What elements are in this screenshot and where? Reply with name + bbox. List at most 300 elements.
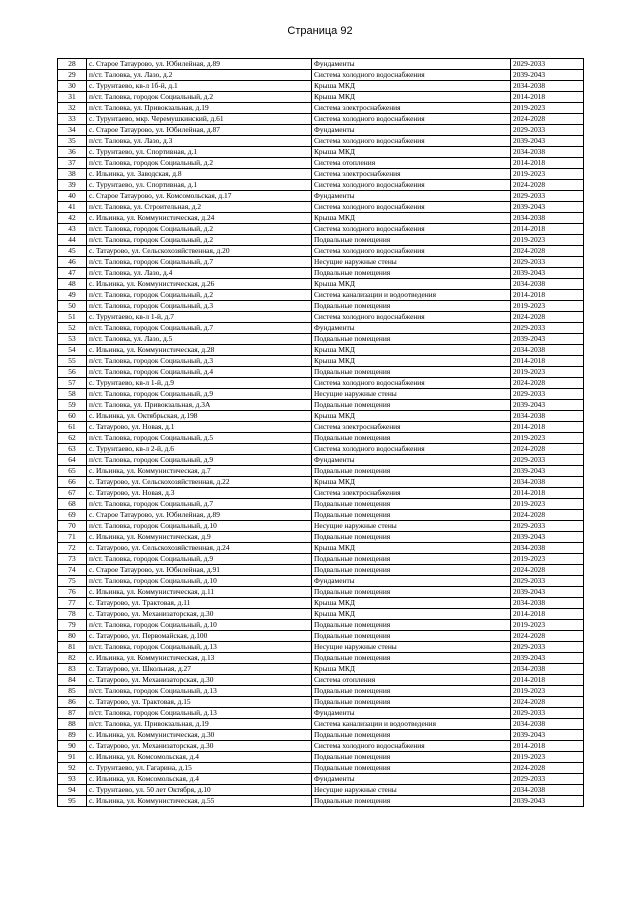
address-cell: п/ст. Таловка, городок Социальный, д.9 xyxy=(87,554,312,565)
row-number: 40 xyxy=(58,191,87,202)
period-cell: 2029-2033 xyxy=(511,389,584,400)
row-number: 83 xyxy=(58,664,87,675)
table-row xyxy=(58,158,584,169)
period-cell: 2034-2038 xyxy=(511,411,584,422)
row-number: 57 xyxy=(58,378,87,389)
work-type-cell: Несущие наружные стены xyxy=(312,521,511,532)
page-title: Страница 92 xyxy=(287,25,353,37)
address-cell: п/ст. Таловка, городок Социальный, д.3 xyxy=(87,301,312,312)
address-cell: п/ст. Таловка, городок Социальный, д.2 xyxy=(87,158,312,169)
work-type-cell: Фундаменты xyxy=(312,323,511,334)
work-type-cell: Крыша МКД xyxy=(312,356,511,367)
work-type-cell: Подвальные помещения xyxy=(312,620,511,631)
row-number: 47 xyxy=(58,268,87,279)
table-row xyxy=(58,686,584,697)
address-cell: с. Татаурово, ул. Механизаторская, д.30 xyxy=(87,675,312,686)
address-cell: п/ст. Таловка, ул. Строительная, д.2 xyxy=(87,202,312,213)
row-number: 67 xyxy=(58,488,87,499)
period-cell: 2024-2028 xyxy=(511,565,584,576)
row-number: 32 xyxy=(58,103,87,114)
work-type-cell: Подвальные помещения xyxy=(312,565,511,576)
address-cell: п/ст. Таловка, городок Социальный, д.3 xyxy=(87,356,312,367)
work-type-cell: Подвальные помещения xyxy=(312,433,511,444)
table-row xyxy=(58,466,584,477)
period-cell: 2014-2018 xyxy=(511,488,584,499)
table-row xyxy=(58,763,584,774)
address-cell: с. Турунтаево, мкр. Черемушкинский, д.61 xyxy=(87,114,312,125)
address-cell: п/ст. Таловка, городок Социальный, д.10 xyxy=(87,576,312,587)
work-type-cell: Крыша МКД xyxy=(312,477,511,488)
table-row xyxy=(58,356,584,367)
row-number: 50 xyxy=(58,301,87,312)
address-cell: с. Татаурово, ул. Сельскохозяйственная, д.24 xyxy=(87,543,312,554)
row-number: 70 xyxy=(58,521,87,532)
work-type-cell: Подвальные помещения xyxy=(312,301,511,312)
row-number: 39 xyxy=(58,180,87,191)
address-cell: с. Ильинка, ул. Коммунистическая, д.55 xyxy=(87,796,312,807)
period-cell: 2024-2028 xyxy=(511,631,584,642)
period-cell: 2024-2028 xyxy=(511,180,584,191)
row-number: 93 xyxy=(58,774,87,785)
work-type-cell: Подвальные помещения xyxy=(312,686,511,697)
period-cell: 2024-2028 xyxy=(511,312,584,323)
row-number: 28 xyxy=(58,59,87,70)
address-cell: п/ст. Таловка, городок Социальный, д.9 xyxy=(87,455,312,466)
period-cell: 2039-2043 xyxy=(511,653,584,664)
address-cell: п/ст. Таловка, ул. Привокзальная, д.19 xyxy=(87,103,312,114)
period-cell: 2014-2018 xyxy=(511,224,584,235)
work-type-cell: Подвальные помещения xyxy=(312,367,511,378)
period-cell: 2019-2023 xyxy=(511,301,584,312)
table-row xyxy=(58,224,584,235)
row-number: 63 xyxy=(58,444,87,455)
period-cell: 2029-2033 xyxy=(511,257,584,268)
table-row xyxy=(58,312,584,323)
period-cell: 2029-2033 xyxy=(511,59,584,70)
table-row xyxy=(58,345,584,356)
address-cell: п/ст. Таловка, ул. Лазо, д.2 xyxy=(87,70,312,81)
work-type-cell: Подвальные помещения xyxy=(312,752,511,763)
address-cell: с. Татаурово, ул. Трактовая, д.11 xyxy=(87,598,312,609)
address-cell: с. Ильинка, ул. Коммунистическая, д.13 xyxy=(87,653,312,664)
period-cell: 2019-2023 xyxy=(511,103,584,114)
row-number: 92 xyxy=(58,763,87,774)
row-number: 59 xyxy=(58,400,87,411)
address-cell: с. Ильинка, ул. Коммунистическая, д.7 xyxy=(87,466,312,477)
row-number: 74 xyxy=(58,565,87,576)
row-number: 45 xyxy=(58,246,87,257)
table-row xyxy=(58,125,584,136)
period-cell: 2029-2033 xyxy=(511,774,584,785)
period-cell: 2029-2033 xyxy=(511,521,584,532)
table-row xyxy=(58,246,584,257)
address-cell: п/ст. Таловка, городок Социальный, д.7 xyxy=(87,499,312,510)
work-type-cell: Несущие наружные стены xyxy=(312,785,511,796)
period-cell: 2034-2038 xyxy=(511,81,584,92)
table-row xyxy=(58,422,584,433)
period-cell: 2014-2018 xyxy=(511,92,584,103)
address-cell: с. Татаурово, ул. Новая, д.1 xyxy=(87,422,312,433)
work-type-cell: Система холодного водоснабжения xyxy=(312,70,511,81)
work-type-cell: Подвальные помещения xyxy=(312,466,511,477)
table-row xyxy=(58,576,584,587)
table-row xyxy=(58,389,584,400)
row-number: 52 xyxy=(58,323,87,334)
table-row xyxy=(58,279,584,290)
table-row xyxy=(58,532,584,543)
work-type-cell: Крыша МКД xyxy=(312,213,511,224)
table-row xyxy=(58,730,584,741)
address-cell: с. Турунтаево, кв-л 1б-й, д.1 xyxy=(87,81,312,92)
work-type-cell: Система электроснабжения xyxy=(312,169,511,180)
work-type-cell: Подвальные помещения xyxy=(312,763,511,774)
address-cell: п/ст. Таловка, городок Социальный, д.7 xyxy=(87,257,312,268)
work-type-cell: Система холодного водоснабжения xyxy=(312,114,511,125)
row-number: 79 xyxy=(58,620,87,631)
address-cell: п/ст. Таловка, городок Социальный, д.10 xyxy=(87,620,312,631)
row-number: 30 xyxy=(58,81,87,92)
work-type-cell: Система холодного водоснабжения xyxy=(312,312,511,323)
work-type-cell: Подвальные помещения xyxy=(312,554,511,565)
address-cell: п/ст. Таловка, городок Социальный, д.4 xyxy=(87,367,312,378)
table-row xyxy=(58,664,584,675)
row-number: 95 xyxy=(58,796,87,807)
work-type-cell: Подвальные помещения xyxy=(312,235,511,246)
work-type-cell: Подвальные помещения xyxy=(312,587,511,598)
table-row xyxy=(58,180,584,191)
address-cell: с. Старое Татаурово, ул. Юбилейная, д.89 xyxy=(87,510,312,521)
row-number: 82 xyxy=(58,653,87,664)
work-type-cell: Система холодного водоснабжения xyxy=(312,202,511,213)
row-number: 44 xyxy=(58,235,87,246)
period-cell: 2019-2023 xyxy=(511,169,584,180)
row-number: 71 xyxy=(58,532,87,543)
address-cell: с. Ильинка, ул. Заводская, д.8 xyxy=(87,169,312,180)
period-cell: 2029-2033 xyxy=(511,323,584,334)
table-row xyxy=(58,70,584,81)
address-cell: с. Ильинка, ул. Коммунистическая, д.9 xyxy=(87,532,312,543)
period-cell: 2024-2028 xyxy=(511,444,584,455)
table-row xyxy=(58,81,584,92)
table-row xyxy=(58,752,584,763)
period-cell: 2034-2038 xyxy=(511,345,584,356)
period-cell: 2039-2043 xyxy=(511,466,584,477)
address-cell: с. Ильинка, ул. Коммунистическая, д.28 xyxy=(87,345,312,356)
work-type-cell: Подвальные помещения xyxy=(312,796,511,807)
period-cell: 2034-2038 xyxy=(511,664,584,675)
period-cell: 2034-2038 xyxy=(511,147,584,158)
period-cell: 2034-2038 xyxy=(511,598,584,609)
period-cell: 2024-2028 xyxy=(511,246,584,257)
row-number: 94 xyxy=(58,785,87,796)
period-cell: 2019-2023 xyxy=(511,433,584,444)
period-cell: 2014-2018 xyxy=(511,158,584,169)
table-row xyxy=(58,169,584,180)
address-cell: п/ст. Таловка, городок Социальный, д.10 xyxy=(87,521,312,532)
row-number: 41 xyxy=(58,202,87,213)
table-row xyxy=(58,543,584,554)
period-cell: 2019-2023 xyxy=(511,499,584,510)
period-cell: 2039-2043 xyxy=(511,532,584,543)
table-row xyxy=(58,653,584,664)
period-cell: 2019-2023 xyxy=(511,752,584,763)
period-cell: 2024-2028 xyxy=(511,378,584,389)
address-cell: с. Турунтаево, кв-л 1-й, д.9 xyxy=(87,378,312,389)
address-cell: п/ст. Таловка, ул. Лазо, д.3 xyxy=(87,136,312,147)
work-type-cell: Подвальные помещения xyxy=(312,697,511,708)
address-cell: с. Турунтаево, ул. 50 лет Октября, д.10 xyxy=(87,785,312,796)
period-cell: 2034-2038 xyxy=(511,543,584,554)
work-type-cell: Крыша МКД xyxy=(312,81,511,92)
row-number: 29 xyxy=(58,70,87,81)
work-type-cell: Система электроснабжения xyxy=(312,422,511,433)
period-cell: 2014-2018 xyxy=(511,356,584,367)
work-type-cell: Крыша МКД xyxy=(312,664,511,675)
table-row xyxy=(58,136,584,147)
period-cell: 2039-2043 xyxy=(511,587,584,598)
table-row xyxy=(58,631,584,642)
row-number: 53 xyxy=(58,334,87,345)
period-cell: 2029-2033 xyxy=(511,455,584,466)
table-row xyxy=(58,598,584,609)
address-cell: п/ст. Таловка, городок Социальный, д.13 xyxy=(87,642,312,653)
period-cell: 2039-2043 xyxy=(511,796,584,807)
table-row xyxy=(58,378,584,389)
table-row xyxy=(58,521,584,532)
row-number: 68 xyxy=(58,499,87,510)
row-number: 61 xyxy=(58,422,87,433)
work-type-cell: Несущие наружные стены xyxy=(312,389,511,400)
row-number: 78 xyxy=(58,609,87,620)
period-cell: 2034-2038 xyxy=(511,785,584,796)
row-number: 54 xyxy=(58,345,87,356)
row-number: 56 xyxy=(58,367,87,378)
period-cell: 2029-2033 xyxy=(511,708,584,719)
address-cell: с. Ильинка, ул. Коммунистическая, д.11 xyxy=(87,587,312,598)
work-type-cell: Система отопления xyxy=(312,675,511,686)
row-number: 72 xyxy=(58,543,87,554)
period-cell: 2019-2023 xyxy=(511,620,584,631)
table-row xyxy=(58,741,584,752)
row-number: 69 xyxy=(58,510,87,521)
work-type-cell: Фундаменты xyxy=(312,455,511,466)
period-cell: 2019-2023 xyxy=(511,554,584,565)
work-type-cell: Подвальные помещения xyxy=(312,653,511,664)
table-row xyxy=(58,92,584,103)
work-type-cell: Подвальные помещения xyxy=(312,730,511,741)
address-cell: с. Татаурово, ул. Трактовая, д.15 xyxy=(87,697,312,708)
address-cell: с. Старое Татаурово, ул. Юбилейная, д.91 xyxy=(87,565,312,576)
table-row xyxy=(58,774,584,785)
period-cell: 2029-2033 xyxy=(511,125,584,136)
row-number: 60 xyxy=(58,411,87,422)
work-type-cell: Фундаменты xyxy=(312,708,511,719)
table-row xyxy=(58,587,584,598)
work-type-cell: Крыша МКД xyxy=(312,411,511,422)
row-number: 81 xyxy=(58,642,87,653)
work-type-cell: Система электроснабжения xyxy=(312,488,511,499)
period-cell: 2039-2043 xyxy=(511,136,584,147)
work-type-cell: Подвальные помещения xyxy=(312,631,511,642)
row-number: 89 xyxy=(58,730,87,741)
address-cell: п/ст. Таловка, ул. Привокзальная, д.3А xyxy=(87,400,312,411)
work-type-cell: Система холодного водоснабжения xyxy=(312,136,511,147)
row-number: 49 xyxy=(58,290,87,301)
address-cell: с. Ильинка, ул. Октябрьская, д.198 xyxy=(87,411,312,422)
row-number: 65 xyxy=(58,466,87,477)
period-cell: 2039-2043 xyxy=(511,334,584,345)
period-cell: 2039-2043 xyxy=(511,202,584,213)
address-cell: с. Татаурово, ул. Новая, д.3 xyxy=(87,488,312,499)
table-row xyxy=(58,444,584,455)
work-type-cell: Крыша МКД xyxy=(312,279,511,290)
address-cell: п/ст. Таловка, городок Социальный, д.13 xyxy=(87,686,312,697)
row-number: 87 xyxy=(58,708,87,719)
table-row xyxy=(58,323,584,334)
table-row xyxy=(58,697,584,708)
period-cell: 2024-2028 xyxy=(511,763,584,774)
address-cell: с. Ильинка, ул. Комсомольская, д.4 xyxy=(87,752,312,763)
table-row xyxy=(58,565,584,576)
address-cell: с. Старое Татаурово, ул. Юбилейная, д.89 xyxy=(87,59,312,70)
address-cell: с. Татаурово, ул. Сельскохозяйственная, д.22 xyxy=(87,477,312,488)
address-cell: п/ст. Таловка, городок Социальный, д.7 xyxy=(87,323,312,334)
address-cell: с. Старое Татаурово, ул. Комсомольская, д.17 xyxy=(87,191,312,202)
row-number: 42 xyxy=(58,213,87,224)
work-type-cell: Подвальные помещения xyxy=(312,499,511,510)
row-number: 37 xyxy=(58,158,87,169)
table-row xyxy=(58,202,584,213)
work-type-cell: Фундаменты xyxy=(312,59,511,70)
period-cell: 2014-2018 xyxy=(511,741,584,752)
table-row xyxy=(58,400,584,411)
address-cell: п/ст. Таловка, городок Социальный, д.2 xyxy=(87,290,312,301)
table-row xyxy=(58,675,584,686)
work-type-cell: Подвальные помещения xyxy=(312,532,511,543)
row-number: 58 xyxy=(58,389,87,400)
address-cell: с. Турунтаево, ул. Гагарина, д.15 xyxy=(87,763,312,774)
address-cell: п/ст. Таловка, ул. Привокзальная, д.19 xyxy=(87,719,312,730)
table-row xyxy=(58,455,584,466)
table-row xyxy=(58,301,584,312)
table-row xyxy=(58,257,584,268)
period-cell: 2034-2038 xyxy=(511,477,584,488)
row-number: 48 xyxy=(58,279,87,290)
repair-schedule-table xyxy=(57,58,584,807)
period-cell: 2029-2033 xyxy=(511,191,584,202)
table-row xyxy=(58,609,584,620)
work-type-cell: Крыша МКД xyxy=(312,345,511,356)
row-number: 38 xyxy=(58,169,87,180)
row-number: 35 xyxy=(58,136,87,147)
address-cell: п/ст. Таловка, ул. Лазо, д.5 xyxy=(87,334,312,345)
period-cell: 2029-2033 xyxy=(511,576,584,587)
address-cell: п/ст. Таловка, городок Социальный, д.2 xyxy=(87,235,312,246)
row-number: 77 xyxy=(58,598,87,609)
table-row xyxy=(58,796,584,807)
work-type-cell: Система холодного водоснабжения xyxy=(312,378,511,389)
address-cell: с. Татаурово, ул. Механизаторская, д.30 xyxy=(87,609,312,620)
row-number: 62 xyxy=(58,433,87,444)
period-cell: 2014-2018 xyxy=(511,290,584,301)
row-number: 46 xyxy=(58,257,87,268)
table-row xyxy=(58,290,584,301)
work-type-cell: Система холодного водоснабжения xyxy=(312,224,511,235)
address-cell: п/ст. Таловка, городок Социальный, д.5 xyxy=(87,433,312,444)
period-cell: 2019-2023 xyxy=(511,367,584,378)
address-cell: с. Татаурово, ул. Механизаторская, д.30 xyxy=(87,741,312,752)
table-row xyxy=(58,642,584,653)
period-cell: 2034-2038 xyxy=(511,719,584,730)
row-number: 33 xyxy=(58,114,87,125)
address-cell: с. Ильинка, ул. Коммунистическая, д.26 xyxy=(87,279,312,290)
period-cell: 2034-2038 xyxy=(511,213,584,224)
row-number: 31 xyxy=(58,92,87,103)
table-row xyxy=(58,367,584,378)
row-number: 76 xyxy=(58,587,87,598)
period-cell: 2014-2018 xyxy=(511,422,584,433)
work-type-cell: Крыша МКД xyxy=(312,147,511,158)
work-type-cell: Крыша МКД xyxy=(312,609,511,620)
address-cell: п/ст. Таловка, ул. Лазо, д.4 xyxy=(87,268,312,279)
work-type-cell: Фундаменты xyxy=(312,576,511,587)
row-number: 80 xyxy=(58,631,87,642)
table-row xyxy=(58,411,584,422)
period-cell: 2029-2033 xyxy=(511,642,584,653)
address-cell: с. Ильинка, ул. Комсомольская, д.4 xyxy=(87,774,312,785)
address-cell: с. Ильинка, ул. Коммунистическая, д.30 xyxy=(87,730,312,741)
work-type-cell: Подвальные помещения xyxy=(312,510,511,521)
table-row xyxy=(58,191,584,202)
address-cell: п/ст. Таловка, городок Социальный, д.2 xyxy=(87,92,312,103)
row-number: 34 xyxy=(58,125,87,136)
row-number: 86 xyxy=(58,697,87,708)
table-row xyxy=(58,620,584,631)
row-number: 84 xyxy=(58,675,87,686)
address-cell: с. Старое Татаурово, ул. Юбилейная, д.87 xyxy=(87,125,312,136)
row-number: 43 xyxy=(58,224,87,235)
work-type-cell: Фундаменты xyxy=(312,774,511,785)
row-number: 75 xyxy=(58,576,87,587)
table-row xyxy=(58,114,584,125)
work-type-cell: Система холодного водоснабжения xyxy=(312,444,511,455)
table-row xyxy=(58,785,584,796)
table-row xyxy=(58,554,584,565)
period-cell: 2039-2043 xyxy=(511,70,584,81)
row-number: 90 xyxy=(58,741,87,752)
row-number: 73 xyxy=(58,554,87,565)
address-cell: с. Татаурово, ул. Школьная, д.27 xyxy=(87,664,312,675)
row-number: 55 xyxy=(58,356,87,367)
row-number: 85 xyxy=(58,686,87,697)
table-row xyxy=(58,488,584,499)
table-row xyxy=(58,59,584,70)
period-cell: 2024-2028 xyxy=(511,697,584,708)
table-row xyxy=(58,213,584,224)
row-number: 88 xyxy=(58,719,87,730)
work-type-cell: Несущие наружные стены xyxy=(312,257,511,268)
row-number: 64 xyxy=(58,455,87,466)
table-row xyxy=(58,510,584,521)
table-row xyxy=(58,708,584,719)
address-cell: с. Турунтаево, ул. Спортивная, д.1 xyxy=(87,180,312,191)
work-type-cell: Крыша МКД xyxy=(312,92,511,103)
period-cell: 2034-2038 xyxy=(511,279,584,290)
period-cell: 2039-2043 xyxy=(511,400,584,411)
period-cell: 2019-2023 xyxy=(511,686,584,697)
period-cell: 2024-2028 xyxy=(511,510,584,521)
table-row xyxy=(58,147,584,158)
